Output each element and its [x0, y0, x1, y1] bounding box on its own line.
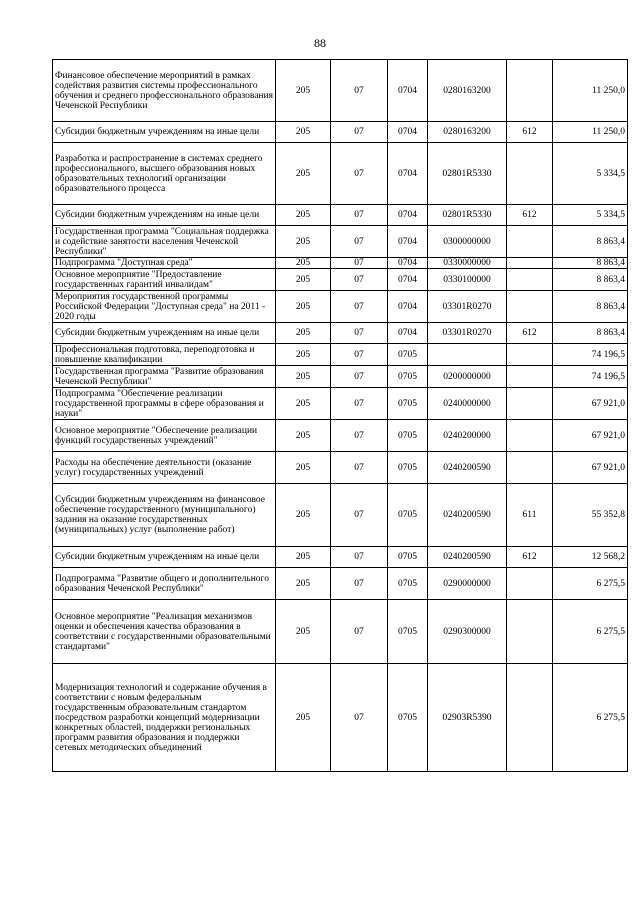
row-code: 205	[276, 388, 331, 420]
row-subsection: 0705	[388, 420, 428, 452]
row-name: Подпрограмма "Обеспечение реализации государственной программы в сфере образования и науки"	[53, 388, 276, 420]
row-section: 07	[331, 226, 388, 258]
row-subsection: 0705	[388, 600, 428, 664]
row-target-article: 0240000000	[428, 388, 507, 420]
row-name: Финансовое обеспечение мероприятий в рамках содействия развития системы профессионального обучения и среднего профессионального образования Чеченской Республики	[53, 60, 276, 122]
row-subsection: 0704	[388, 122, 428, 143]
row-code: 205	[276, 143, 331, 205]
row-expense-type	[507, 258, 553, 269]
budget-table-body	[53, 60, 628, 772]
row-subsection: 0705	[388, 388, 428, 420]
row-section: 07	[331, 344, 388, 366]
row-target-article: 0200000000	[428, 366, 507, 388]
row-name: Мероприятия государственной программы Российской Федерации "Доступная среда" на 2011 - 2020 годы	[53, 291, 276, 323]
row-amount: 8 863,4	[553, 269, 628, 291]
row-section: 07	[331, 122, 388, 143]
row-name: Субсидии бюджетным учреждениям на иные цели	[53, 547, 276, 568]
row-section: 07	[331, 143, 388, 205]
table-row	[53, 60, 628, 122]
row-amount: 67 921,0	[553, 452, 628, 484]
row-expense-type	[507, 291, 553, 323]
row-code: 205	[276, 344, 331, 366]
row-target-article: 0290300000	[428, 600, 507, 664]
row-expense-type	[507, 388, 553, 420]
row-amount: 11 250,0	[553, 122, 628, 143]
row-target-article: 0240200590	[428, 484, 507, 547]
row-subsection: 0704	[388, 143, 428, 205]
row-target-article: 0240200590	[428, 452, 507, 484]
row-amount: 67 921,0	[553, 388, 628, 420]
row-expense-type: 612	[507, 323, 553, 344]
row-expense-type	[507, 600, 553, 664]
row-code: 205	[276, 484, 331, 547]
table-row	[53, 205, 628, 226]
row-name: Профессиональная подготовка, переподготовка и повышение квалификации	[53, 344, 276, 366]
row-code: 205	[276, 664, 331, 772]
row-name: Субсидии бюджетным учреждениям на иные цели	[53, 323, 276, 344]
row-expense-type	[507, 269, 553, 291]
row-name: Подпрограмма "Развитие общего и дополнительного образования Чеченской Республики"	[53, 568, 276, 600]
row-code: 205	[276, 122, 331, 143]
row-name: Основное мероприятие "Реализация механизмов оценки и обеспечения качества образования в соответствии с государственными образовательными стандартами"	[53, 600, 276, 664]
row-subsection: 0705	[388, 366, 428, 388]
row-target-article	[428, 344, 507, 366]
row-code: 205	[276, 420, 331, 452]
row-expense-type	[507, 344, 553, 366]
row-amount: 6 275,5	[553, 664, 628, 772]
row-code: 205	[276, 547, 331, 568]
row-code: 205	[276, 323, 331, 344]
table-row	[53, 664, 628, 772]
table-row	[53, 366, 628, 388]
page-number: 88	[314, 36, 326, 50]
row-code: 205	[276, 205, 331, 226]
row-target-article: 0330100000	[428, 269, 507, 291]
table-row	[53, 269, 628, 291]
row-subsection: 0705	[388, 664, 428, 772]
row-amount: 8 863,4	[553, 291, 628, 323]
row-amount: 5 334,5	[553, 205, 628, 226]
row-target-article: 0330000000	[428, 258, 507, 269]
row-section: 07	[331, 366, 388, 388]
row-name: Субсидии бюджетным учреждениям на финансовое обеспечение государственного (муниципального) задания на оказание государственных (муниципальных) услуг (выполнение работ)	[53, 484, 276, 547]
row-subsection: 0705	[388, 484, 428, 547]
table-row	[53, 143, 628, 205]
row-target-article: 0290000000	[428, 568, 507, 600]
row-amount: 5 334,5	[553, 143, 628, 205]
table-row	[53, 452, 628, 484]
row-name: Государственная программа "Социальная поддержка и содействие занятости населения Чеченской Республики"	[53, 226, 276, 258]
row-name: Модернизация технологий и содержание обучения в соответствии с новым федеральным государственным образовательным стандартом посредством разработки концепций модернизации конкретных областей, поддержки региональных программ развития образования и поддержки сетевых методических объединений	[53, 664, 276, 772]
row-section: 07	[331, 664, 388, 772]
row-expense-type	[507, 366, 553, 388]
row-target-article: 03301R0270	[428, 323, 507, 344]
row-target-article: 03301R0270	[428, 291, 507, 323]
table-row	[53, 568, 628, 600]
table-row	[53, 420, 628, 452]
row-subsection: 0704	[388, 323, 428, 344]
row-amount: 11 250,0	[553, 60, 628, 122]
row-expense-type	[507, 568, 553, 600]
row-name: Разработка и распространение в системах среднего профессионального, высшего образования новых образовательных технологий организации образовательного процесса	[53, 143, 276, 205]
row-expense-type: 612	[507, 122, 553, 143]
row-target-article: 0240200590	[428, 547, 507, 568]
row-name: Субсидии бюджетным учреждениям на иные цели	[53, 122, 276, 143]
row-subsection: 0705	[388, 547, 428, 568]
row-subsection: 0705	[388, 568, 428, 600]
row-subsection: 0704	[388, 226, 428, 258]
table-row	[53, 226, 628, 258]
row-target-article: 02801R5330	[428, 205, 507, 226]
row-section: 07	[331, 547, 388, 568]
row-section: 07	[331, 60, 388, 122]
row-section: 07	[331, 484, 388, 547]
row-amount: 55 352,8	[553, 484, 628, 547]
row-code: 205	[276, 60, 331, 122]
row-section: 07	[331, 205, 388, 226]
row-name: Расходы на обеспечение деятельности (оказание услуг) государственных учреждений	[53, 452, 276, 484]
budget-table	[52, 59, 628, 772]
table-row	[53, 547, 628, 568]
row-section: 07	[331, 291, 388, 323]
row-target-article: 0300000000	[428, 226, 507, 258]
row-name: Основное мероприятие "Предоставление государственных гарантий инвалидам"	[53, 269, 276, 291]
row-section: 07	[331, 388, 388, 420]
row-target-article: 0240200000	[428, 420, 507, 452]
row-name: Субсидии бюджетным учреждениям на иные цели	[53, 205, 276, 226]
table-row	[53, 258, 628, 269]
row-expense-type	[507, 226, 553, 258]
row-name: Основное мероприятие "Обеспечение реализации функций государственных учреждений"	[53, 420, 276, 452]
row-code: 205	[276, 452, 331, 484]
row-subsection: 0705	[388, 344, 428, 366]
row-name: Государственная программа "Развитие образования Чеченской Республики"	[53, 366, 276, 388]
row-amount: 6 275,5	[553, 600, 628, 664]
row-subsection: 0704	[388, 205, 428, 226]
table-row	[53, 484, 628, 547]
row-code: 205	[276, 366, 331, 388]
row-target-article: 02801R5330	[428, 143, 507, 205]
table-row	[53, 122, 628, 143]
row-amount: 8 863,4	[553, 258, 628, 269]
row-section: 07	[331, 568, 388, 600]
row-section: 07	[331, 600, 388, 664]
row-amount: 67 921,0	[553, 420, 628, 452]
row-subsection: 0704	[388, 269, 428, 291]
row-code: 205	[276, 226, 331, 258]
row-amount: 74 196,5	[553, 366, 628, 388]
row-subsection: 0705	[388, 452, 428, 484]
row-code: 205	[276, 568, 331, 600]
table-row	[53, 388, 628, 420]
row-code: 205	[276, 291, 331, 323]
row-amount: 6 275,5	[553, 568, 628, 600]
row-section: 07	[331, 420, 388, 452]
row-amount: 74 196,5	[553, 344, 628, 366]
row-target-article: 02903R5390	[428, 664, 507, 772]
row-subsection: 0704	[388, 291, 428, 323]
row-expense-type	[507, 420, 553, 452]
table-row	[53, 323, 628, 344]
row-code: 205	[276, 258, 331, 269]
row-section: 07	[331, 323, 388, 344]
row-subsection: 0704	[388, 258, 428, 269]
row-subsection: 0704	[388, 60, 428, 122]
row-expense-type	[507, 143, 553, 205]
row-amount: 8 863,4	[553, 226, 628, 258]
row-section: 07	[331, 269, 388, 291]
table-row	[53, 344, 628, 366]
row-expense-type: 612	[507, 547, 553, 568]
row-expense-type	[507, 452, 553, 484]
table-row	[53, 291, 628, 323]
row-amount: 12 568,2	[553, 547, 628, 568]
row-code: 205	[276, 600, 331, 664]
row-expense-type: 611	[507, 484, 553, 547]
row-amount: 8 863,4	[553, 323, 628, 344]
row-expense-type	[507, 60, 553, 122]
table-row	[53, 600, 628, 664]
row-name: Подпрограмма "Доступная среда"	[53, 258, 276, 269]
row-code: 205	[276, 269, 331, 291]
row-expense-type	[507, 664, 553, 772]
row-target-article: 0280163200	[428, 122, 507, 143]
row-expense-type: 612	[507, 205, 553, 226]
row-section: 07	[331, 452, 388, 484]
row-section: 07	[331, 258, 388, 269]
row-target-article: 0280163200	[428, 60, 507, 122]
